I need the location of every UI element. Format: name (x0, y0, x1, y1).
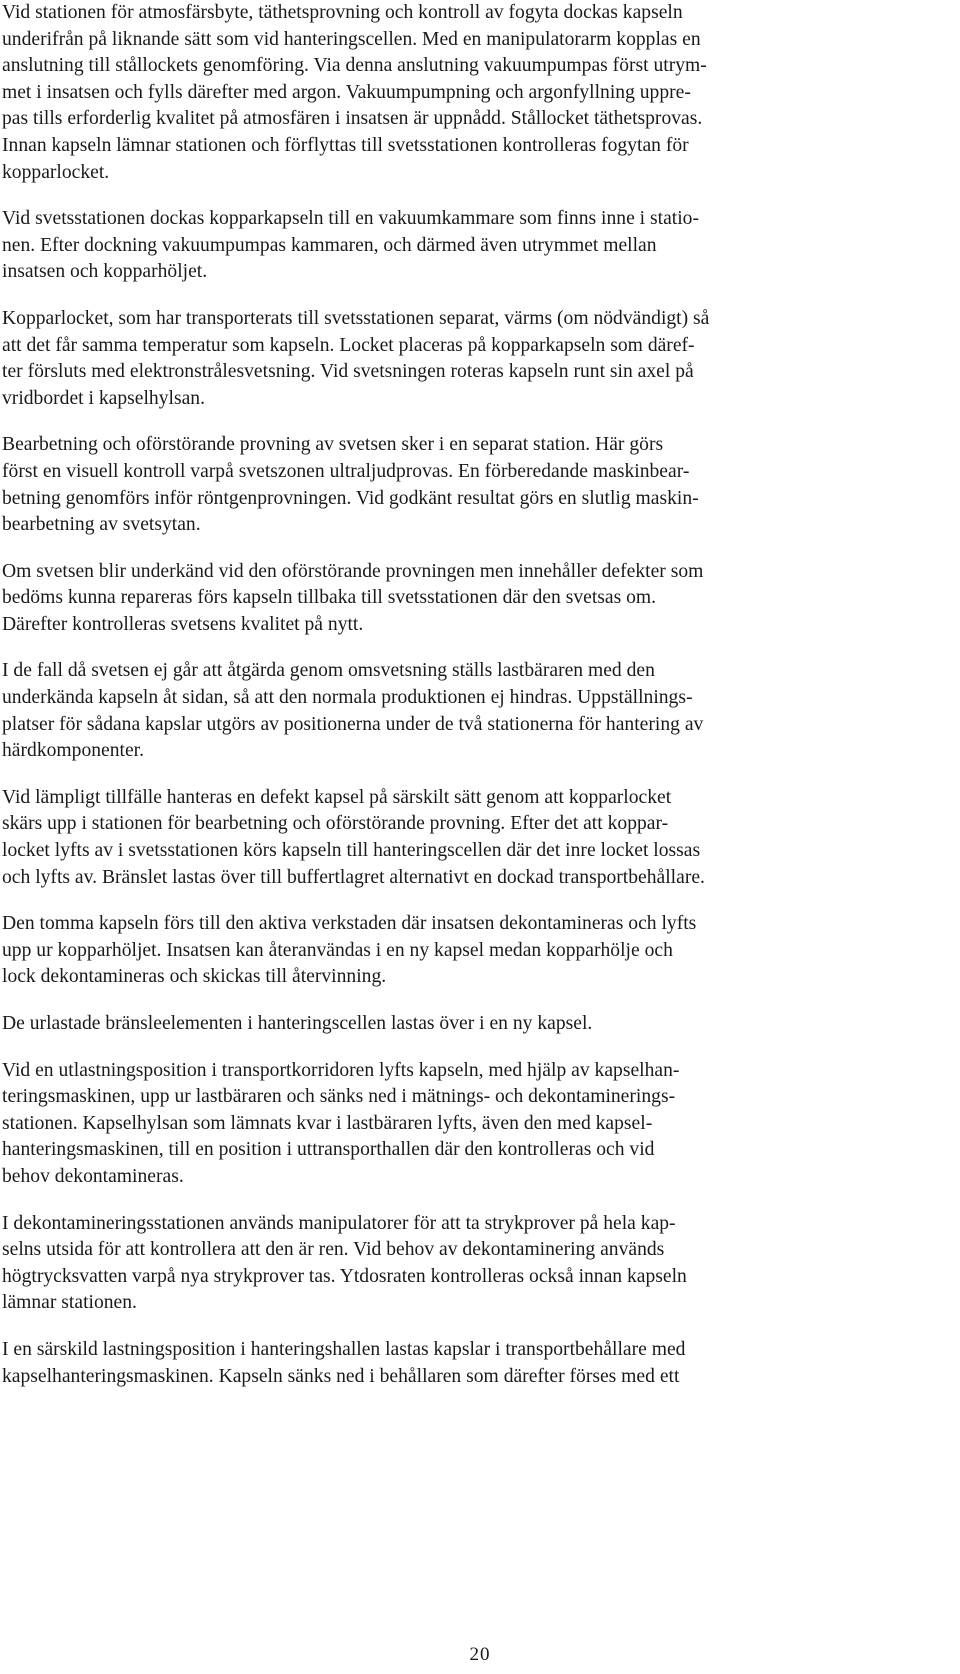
paragraph-line: betning genomförs inför röntgenprovningen. Vid godkänt resultat görs en slutlig maskin- (2, 487, 699, 509)
paragraph-line: behov dekontamineras. (2, 1165, 184, 1187)
paragraph-line: insatsen och kopparhöljet. (2, 261, 208, 283)
paragraph-line: underkända kapseln åt sidan, så att den normala produktionen ej hindras. Uppställnings- (2, 687, 693, 709)
paragraph-line: met i insatsen och fylls därefter med argon. Vakuumpumpning och argonfyllning uppre- (2, 81, 691, 103)
paragraph (2, 432, 958, 538)
paragraph (2, 0, 958, 186)
paragraph-line: teringsmaskinen, upp ur lastbäraren och sänks ned i mätnings- och dekontaminerings- (2, 1086, 676, 1108)
paragraph-line: lämnar stationen. (2, 1292, 137, 1314)
paragraph-line: ter försluts med elektronstrålesvetsning. Vid svetsningen roteras kapseln runt sin axel på (2, 361, 694, 383)
paragraph-line: nen. Efter dockning vakuumpumpas kammaren, och därmed även utrymmet mellan (2, 234, 657, 256)
paragraph-line: skärs upp i stationen för bearbetning och oförstörande provning. Efter det att koppar- (2, 813, 669, 835)
paragraph-line: och lyfts av. Bränslet lastas över till buffertlagret alternativt en dockad transportbehållare. (2, 866, 705, 888)
paragraph-line: Kopparlocket, som har transporterats till svetsstationen separat, värms (om nödvändigt) så (2, 307, 710, 329)
paragraph-line: locket lyfts av i svetsstationen körs kapseln till hanteringscellen där det inre locket lossas (2, 840, 701, 862)
paragraph-line: anslutning till stållockets genomföring. Via denna anslutning vakuumpumpas först utrym- (2, 55, 707, 77)
paragraph-line: Vid en utlastningsposition i transportkorridoren lyfts kapseln, med hjälp av kapselhan- (2, 1059, 680, 1081)
paragraph-line: bedöms kunna repareras förs kapseln tillbaka till svetsstationen där den svetsas om. (2, 587, 657, 609)
paragraph-line: selns utsida för att kontrollera att den är ren. Vid behov av dekontaminering används (2, 1239, 665, 1261)
paragraph-line: lock dekontamineras och skickas till återvinning. (2, 966, 387, 988)
paragraph-line: Den tomma kapseln förs till den aktiva verkstaden där insatsen dekontamineras och lyfts (2, 913, 697, 935)
paragraph (2, 1058, 958, 1191)
paragraph-line: I en särskild lastningsposition i hanteringshallen lastas kapslar i transportbehållare med (2, 1338, 686, 1360)
paragraph (2, 306, 958, 412)
body-text (2, 0, 958, 1410)
paragraph-line: I de fall då svetsen ej går att åtgärda genom omsvetsning ställs lastbäraren med den (2, 660, 655, 682)
paragraph-line: hanteringsmaskinen, till en position i uttransporthallen där den kontrolleras och vid (2, 1139, 655, 1161)
paragraph-line: upp ur kopparhöljet. Insatsen kan återanvändas i en ny kapsel medan kopparhölje och (2, 939, 673, 961)
paragraph-line: kapselhanteringsmaskinen. Kapseln sänks ned i behållaren som därefter förses med ett (2, 1365, 680, 1387)
page-number: 20 (469, 1644, 491, 1665)
paragraph-line: härdkomponenter. (2, 740, 145, 762)
paragraph-line: Därefter kontrolleras svetsens kvalitet på nytt. (2, 613, 364, 635)
paragraph (2, 658, 958, 764)
paragraph-line: stationen. Kapselhylsan som lämnats kvar i lastbäraren lyfts, även den med kapsel- (2, 1112, 653, 1134)
paragraph (2, 559, 958, 639)
paragraph-line: Om svetsen blir underkänd vid den oförstörande provningen men innehåller defekter som (2, 560, 704, 582)
paragraph-line: kopparlocket. (2, 161, 110, 183)
paragraph-line: högtrycksvatten varpå nya strykprover tas. Ytdosraten kontrolleras också innan kapseln (2, 1265, 687, 1287)
paragraph (2, 785, 958, 891)
paragraph-line: Vid lämpligt tillfälle hanteras en defekt kapsel på särskilt sätt genom att kopparlocket (2, 786, 672, 808)
paragraph (2, 206, 958, 286)
paragraph-line: bearbetning av svetsytan. (2, 514, 201, 536)
paragraph-line: pas tills erforderlig kvalitet på atmosfären i insatsen är uppnådd. Stållocket täthetsprovas. (2, 108, 703, 130)
paragraph-line: platser för sådana kapslar utgörs av positionerna under de två stationerna för hantering av (2, 713, 704, 735)
paragraph (2, 911, 958, 991)
paragraph-line: vridbordet i kapselhylsan. (2, 387, 205, 409)
paragraph (2, 1337, 958, 1390)
paragraph-line: Vid stationen för atmosfärsbyte, täthetsprovning och kontroll av fogyta dockas kapseln (2, 2, 683, 23)
paragraph-line: underifrån på liknande sätt som vid hanteringscellen. Med en manipulatorarm kopplas en (2, 28, 701, 50)
paragraph-line: först en visuell kontroll varpå svetszonen ultraljudprovas. En förberedande maskinbear- (2, 460, 690, 482)
paragraph (2, 1211, 958, 1317)
paragraph-line: Innan kapseln lämnar stationen och förflyttas till svetsstationen kontrolleras fogytan för (2, 134, 689, 156)
paragraph-line: Vid svetsstationen dockas kopparkapseln till en vakuumkammare som finns inne i statio- (2, 208, 699, 230)
paragraph-line: Bearbetning och oförstörande provning av svetsen sker i en separat station. Här görs (2, 434, 664, 456)
paragraph-line: I dekontamineringsstationen används manipulatorer för att ta strykprover på hela kap- (2, 1212, 676, 1234)
paragraph (2, 1011, 958, 1038)
paragraph-line: att det får samma temperatur som kapseln. Locket placeras på kopparkapseln som däref- (2, 334, 695, 356)
paragraph-line: De urlastade bränsleelementen i hanteringscellen lastas över i en ny kapsel. (2, 1013, 593, 1034)
